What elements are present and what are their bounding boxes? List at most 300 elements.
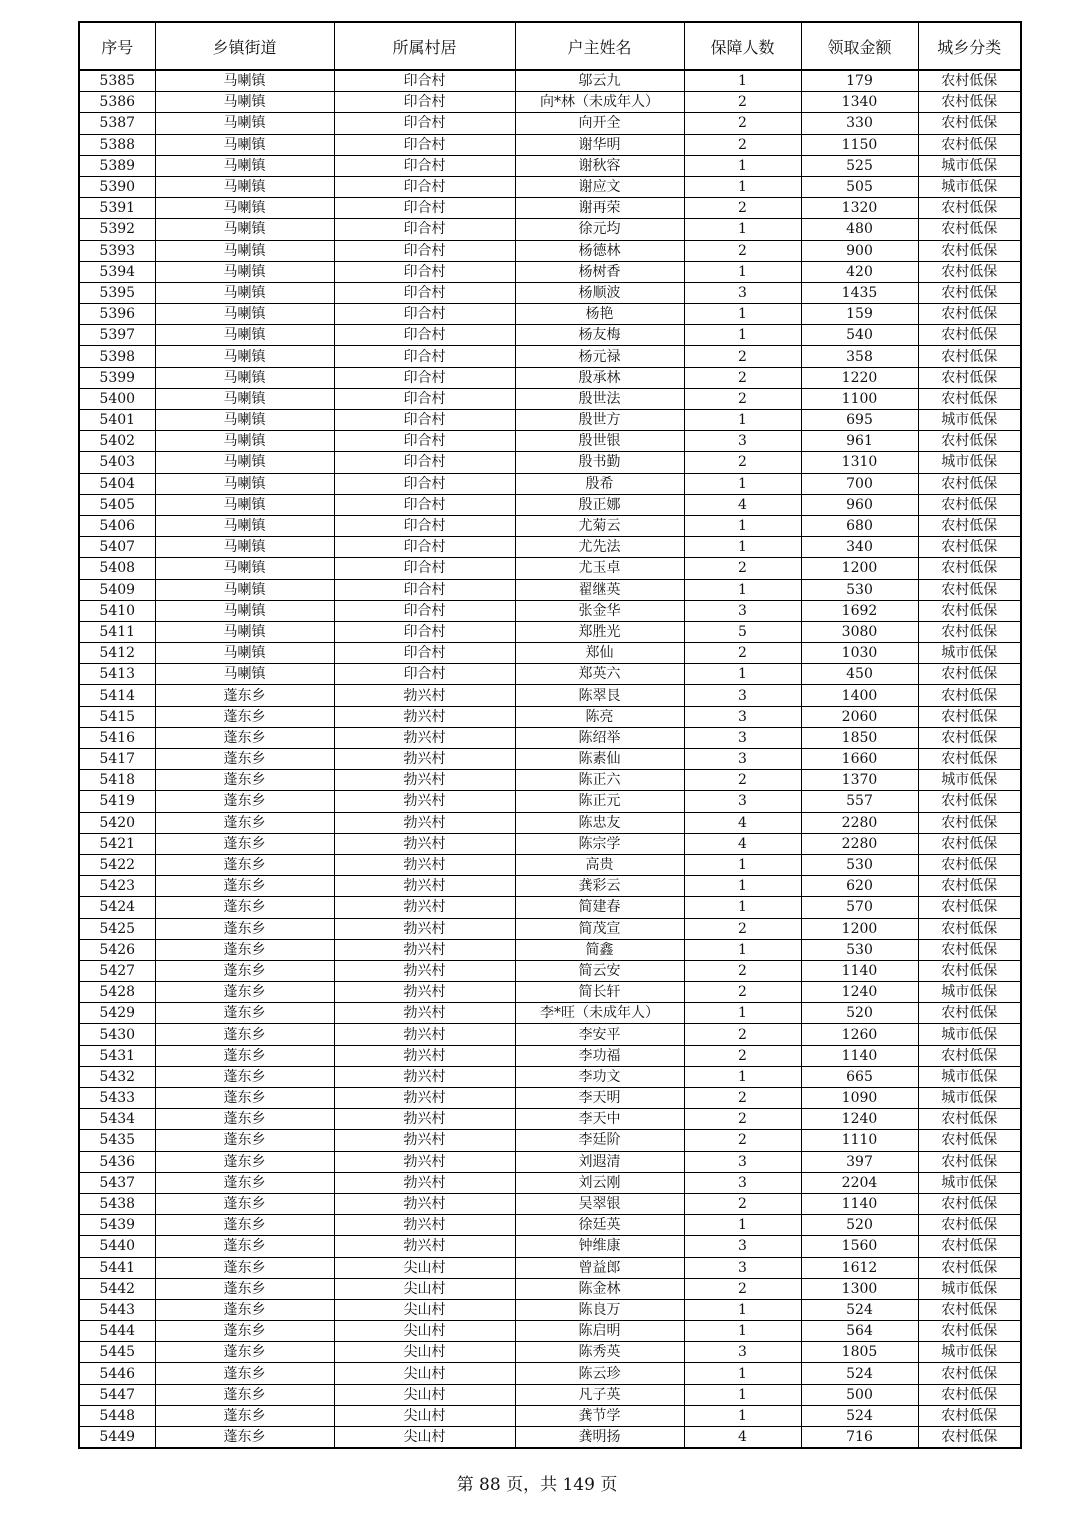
cell-householder: 凡子英: [515, 1384, 684, 1405]
cell-householder: 李廷阶: [515, 1130, 684, 1151]
cell-township: 马喇镇: [155, 113, 334, 134]
cell-index: 5446: [79, 1363, 155, 1384]
cell-township: 马喇镇: [155, 155, 334, 176]
cell-village: 勃兴村: [334, 854, 515, 875]
cell-township: 蓬东乡: [155, 706, 334, 727]
table-row: [79, 1045, 1021, 1066]
table-row: [79, 1342, 1021, 1363]
cell-index: 5447: [79, 1384, 155, 1405]
cell-township: 蓬东乡: [155, 1405, 334, 1426]
table-row: [79, 1130, 1021, 1151]
cell-index: 5390: [79, 176, 155, 197]
header-village: 所属村居: [334, 22, 515, 70]
cell-category: 城市低保: [918, 643, 1021, 664]
cell-township: 马喇镇: [155, 176, 334, 197]
cell-township: 马喇镇: [155, 494, 334, 515]
table-row: [79, 282, 1021, 303]
cell-category: 农村低保: [918, 388, 1021, 409]
cell-township: 蓬东乡: [155, 1088, 334, 1109]
cell-village: 勃兴村: [334, 897, 515, 918]
cell-householder: 徐元均: [515, 219, 684, 240]
cell-householder: 尤玉卓: [515, 558, 684, 579]
table-row: [79, 833, 1021, 854]
cell-covered-persons: 3: [684, 282, 801, 303]
cell-township: 马喇镇: [155, 473, 334, 494]
cell-amount: 1150: [801, 134, 918, 155]
cell-category: 城市低保: [918, 770, 1021, 791]
cell-index: 5418: [79, 770, 155, 791]
cell-householder: 龚节学: [515, 1405, 684, 1426]
cell-covered-persons: 1: [684, 1299, 801, 1320]
cell-index: 5448: [79, 1405, 155, 1426]
cell-covered-persons: 3: [684, 1172, 801, 1193]
cell-householder: 李功福: [515, 1045, 684, 1066]
cell-village: 勃兴村: [334, 812, 515, 833]
cell-index: 5408: [79, 558, 155, 579]
cell-category: 农村低保: [918, 346, 1021, 367]
cell-householder: 张金华: [515, 600, 684, 621]
cell-village: 勃兴村: [334, 918, 515, 939]
cell-township: 蓬东乡: [155, 939, 334, 960]
cell-category: 农村低保: [918, 219, 1021, 240]
cell-covered-persons: 1: [684, 664, 801, 685]
cell-covered-persons: 1: [684, 1066, 801, 1087]
cell-township: 马喇镇: [155, 198, 334, 219]
cell-amount: 1030: [801, 643, 918, 664]
cell-township: 马喇镇: [155, 515, 334, 536]
cell-village: 印合村: [334, 388, 515, 409]
table-row: [79, 643, 1021, 664]
table-row: [79, 346, 1021, 367]
table-row: [79, 1172, 1021, 1193]
cell-covered-persons: 2: [684, 918, 801, 939]
cell-householder: 陈忠友: [515, 812, 684, 833]
cell-village: 尖山村: [334, 1278, 515, 1299]
cell-covered-persons: 2: [684, 960, 801, 981]
cell-township: 蓬东乡: [155, 876, 334, 897]
table-row: [79, 600, 1021, 621]
cell-township: 蓬东乡: [155, 918, 334, 939]
cell-category: 城市低保: [918, 982, 1021, 1003]
table-row: [79, 1257, 1021, 1278]
cell-covered-persons: 3: [684, 706, 801, 727]
cell-village: 勃兴村: [334, 770, 515, 791]
cell-covered-persons: 2: [684, 1109, 801, 1130]
cell-index: 5435: [79, 1130, 155, 1151]
cell-village: 尖山村: [334, 1384, 515, 1405]
table-row: [79, 1278, 1021, 1299]
cell-index: 5403: [79, 452, 155, 473]
cell-householder: 陈金林: [515, 1278, 684, 1299]
cell-category: 农村低保: [918, 282, 1021, 303]
cell-township: 蓬东乡: [155, 982, 334, 1003]
cell-index: 5415: [79, 706, 155, 727]
cell-householder: 谢再荣: [515, 198, 684, 219]
cell-village: 印合村: [334, 600, 515, 621]
cell-index: 5400: [79, 388, 155, 409]
cell-householder: 邬云九: [515, 70, 684, 92]
table-row: [79, 494, 1021, 515]
table-row: [79, 1215, 1021, 1236]
table-row: [79, 727, 1021, 748]
cell-amount: 159: [801, 304, 918, 325]
cell-index: 5439: [79, 1215, 155, 1236]
cell-amount: 1435: [801, 282, 918, 303]
cell-covered-persons: 3: [684, 791, 801, 812]
cell-village: 印合村: [334, 643, 515, 664]
cell-householder: 殷希: [515, 473, 684, 494]
cell-category: 农村低保: [918, 600, 1021, 621]
cell-index: 5428: [79, 982, 155, 1003]
header-householder: 户主姓名: [515, 22, 684, 70]
table-row: [79, 897, 1021, 918]
cell-householder: 杨树香: [515, 261, 684, 282]
table-row: [79, 1151, 1021, 1172]
subsidy-table: [78, 21, 1022, 1449]
cell-amount: 520: [801, 1003, 918, 1024]
cell-householder: 杨元禄: [515, 346, 684, 367]
cell-category: 农村低保: [918, 685, 1021, 706]
cell-householder: 陈绍举: [515, 727, 684, 748]
cell-township: 蓬东乡: [155, 749, 334, 770]
cell-index: 5430: [79, 1024, 155, 1045]
cell-index: 5437: [79, 1172, 155, 1193]
cell-township: 蓬东乡: [155, 854, 334, 875]
cell-village: 印合村: [334, 664, 515, 685]
cell-covered-persons: 2: [684, 388, 801, 409]
cell-township: 马喇镇: [155, 304, 334, 325]
cell-village: 尖山村: [334, 1427, 515, 1449]
cell-village: 勃兴村: [334, 749, 515, 770]
cell-covered-persons: 1: [684, 515, 801, 536]
cell-covered-persons: 1: [684, 1003, 801, 1024]
cell-village: 勃兴村: [334, 1109, 515, 1130]
cell-index: 5391: [79, 198, 155, 219]
table-row: [79, 982, 1021, 1003]
cell-amount: 1805: [801, 1342, 918, 1363]
cell-category: 农村低保: [918, 431, 1021, 452]
cell-township: 马喇镇: [155, 452, 334, 473]
cell-village: 勃兴村: [334, 1088, 515, 1109]
cell-village: 勃兴村: [334, 939, 515, 960]
cell-covered-persons: 2: [684, 346, 801, 367]
cell-householder: 郑胜光: [515, 621, 684, 642]
cell-amount: 3080: [801, 621, 918, 642]
cell-index: 5423: [79, 876, 155, 897]
cell-index: 5424: [79, 897, 155, 918]
cell-category: 农村低保: [918, 134, 1021, 155]
cell-amount: 524: [801, 1299, 918, 1320]
cell-covered-persons: 2: [684, 1278, 801, 1299]
cell-category: 城市低保: [918, 155, 1021, 176]
cell-index: 5404: [79, 473, 155, 494]
cell-category: 农村低保: [918, 897, 1021, 918]
header-row: [79, 22, 1021, 70]
cell-householder: 尤先法: [515, 537, 684, 558]
cell-covered-persons: 4: [684, 833, 801, 854]
table-row: [79, 1384, 1021, 1405]
cell-amount: 1612: [801, 1257, 918, 1278]
cell-category: 城市低保: [918, 452, 1021, 473]
cell-township: 马喇镇: [155, 282, 334, 303]
cell-index: 5431: [79, 1045, 155, 1066]
cell-covered-persons: 1: [684, 1384, 801, 1405]
cell-amount: 1300: [801, 1278, 918, 1299]
cell-village: 印合村: [334, 134, 515, 155]
cell-category: 农村低保: [918, 1363, 1021, 1384]
cell-covered-persons: 3: [684, 685, 801, 706]
cell-village: 印合村: [334, 431, 515, 452]
cell-amount: 450: [801, 664, 918, 685]
cell-village: 印合村: [334, 537, 515, 558]
cell-amount: 961: [801, 431, 918, 452]
cell-index: 5425: [79, 918, 155, 939]
cell-township: 蓬东乡: [155, 1109, 334, 1130]
table-row: [79, 685, 1021, 706]
cell-covered-persons: 3: [684, 600, 801, 621]
cell-category: 农村低保: [918, 1236, 1021, 1257]
table-row: [79, 812, 1021, 833]
header-category: 城乡分类: [918, 22, 1021, 70]
cell-index: 5445: [79, 1342, 155, 1363]
cell-index: 5392: [79, 219, 155, 240]
cell-index: 5399: [79, 367, 155, 388]
cell-index: 5414: [79, 685, 155, 706]
cell-township: 蓬东乡: [155, 897, 334, 918]
cell-householder: 殷正娜: [515, 494, 684, 515]
cell-category: 城市低保: [918, 1172, 1021, 1193]
cell-village: 印合村: [334, 558, 515, 579]
cell-covered-persons: 2: [684, 1130, 801, 1151]
table-row: [79, 918, 1021, 939]
table-row: [79, 749, 1021, 770]
table-row: [79, 176, 1021, 197]
table-row: [79, 876, 1021, 897]
cell-category: 农村低保: [918, 92, 1021, 113]
cell-category: 农村低保: [918, 70, 1021, 92]
cell-amount: 1240: [801, 1109, 918, 1130]
cell-householder: 郑英六: [515, 664, 684, 685]
cell-householder: 郑仙: [515, 643, 684, 664]
cell-township: 蓬东乡: [155, 1299, 334, 1320]
cell-index: 5429: [79, 1003, 155, 1024]
cell-covered-persons: 1: [684, 155, 801, 176]
cell-index: 5444: [79, 1321, 155, 1342]
cell-township: 马喇镇: [155, 388, 334, 409]
table-row: [79, 325, 1021, 346]
cell-amount: 2204: [801, 1172, 918, 1193]
cell-village: 勃兴村: [334, 1045, 515, 1066]
cell-householder: 殷书勤: [515, 452, 684, 473]
cell-householder: 翟继英: [515, 579, 684, 600]
cell-township: 蓬东乡: [155, 791, 334, 812]
cell-village: 勃兴村: [334, 727, 515, 748]
cell-township: 蓬东乡: [155, 1151, 334, 1172]
cell-amount: 330: [801, 113, 918, 134]
cell-covered-persons: 1: [684, 473, 801, 494]
cell-covered-persons: 4: [684, 1427, 801, 1449]
table-row: [79, 1321, 1021, 1342]
cell-index: 5443: [79, 1299, 155, 1320]
cell-index: 5405: [79, 494, 155, 515]
cell-category: 农村低保: [918, 706, 1021, 727]
cell-amount: 2060: [801, 706, 918, 727]
cell-amount: 1260: [801, 1024, 918, 1045]
cell-amount: 1370: [801, 770, 918, 791]
cell-covered-persons: 2: [684, 770, 801, 791]
cell-amount: 520: [801, 1215, 918, 1236]
table-row: [79, 854, 1021, 875]
cell-index: 5385: [79, 70, 155, 92]
cell-category: 农村低保: [918, 621, 1021, 642]
cell-amount: 1100: [801, 388, 918, 409]
cell-category: 城市低保: [918, 176, 1021, 197]
table-row: [79, 219, 1021, 240]
cell-index: 5416: [79, 727, 155, 748]
cell-village: 印合村: [334, 176, 515, 197]
cell-covered-persons: 2: [684, 1045, 801, 1066]
cell-householder: 陈秀英: [515, 1342, 684, 1363]
cell-householder: 向*林（未成年人）: [515, 92, 684, 113]
table-row: [79, 92, 1021, 113]
cell-householder: 陈翠艮: [515, 685, 684, 706]
cell-category: 农村低保: [918, 1193, 1021, 1214]
cell-amount: 2280: [801, 812, 918, 833]
cell-amount: 564: [801, 1321, 918, 1342]
cell-township: 蓬东乡: [155, 1321, 334, 1342]
cell-covered-persons: 1: [684, 325, 801, 346]
cell-township: 蓬东乡: [155, 685, 334, 706]
table-row: [79, 1236, 1021, 1257]
cell-householder: 刘云刚: [515, 1172, 684, 1193]
cell-township: 马喇镇: [155, 579, 334, 600]
cell-amount: 1200: [801, 918, 918, 939]
cell-village: 勃兴村: [334, 876, 515, 897]
table-row: [79, 621, 1021, 642]
cell-amount: 340: [801, 537, 918, 558]
table-row: [79, 1405, 1021, 1426]
cell-covered-persons: 4: [684, 812, 801, 833]
cell-village: 尖山村: [334, 1363, 515, 1384]
table-row: [79, 452, 1021, 473]
cell-township: 蓬东乡: [155, 1003, 334, 1024]
cell-householder: 向开全: [515, 113, 684, 134]
cell-index: 5396: [79, 304, 155, 325]
cell-covered-persons: 3: [684, 431, 801, 452]
table-row: [79, 1088, 1021, 1109]
cell-township: 蓬东乡: [155, 812, 334, 833]
table-row: [79, 261, 1021, 282]
cell-householder: 殷世方: [515, 410, 684, 431]
cell-township: 蓬东乡: [155, 960, 334, 981]
cell-category: 农村低保: [918, 1045, 1021, 1066]
cell-village: 印合村: [334, 494, 515, 515]
cell-township: 蓬东乡: [155, 1257, 334, 1278]
cell-index: 5438: [79, 1193, 155, 1214]
cell-index: 5441: [79, 1257, 155, 1278]
cell-category: 农村低保: [918, 1109, 1021, 1130]
cell-village: 印合村: [334, 410, 515, 431]
cell-covered-persons: 2: [684, 982, 801, 1003]
roster-sheet: [78, 21, 1020, 1449]
cell-township: 马喇镇: [155, 219, 334, 240]
table-row: [79, 113, 1021, 134]
cell-householder: 龚明扬: [515, 1427, 684, 1449]
table-row: [79, 431, 1021, 452]
cell-category: 农村低保: [918, 791, 1021, 812]
cell-category: 城市低保: [918, 1278, 1021, 1299]
cell-village: 勃兴村: [334, 1236, 515, 1257]
cell-covered-persons: 3: [684, 727, 801, 748]
cell-amount: 540: [801, 325, 918, 346]
cell-amount: 1400: [801, 685, 918, 706]
cell-index: 5449: [79, 1427, 155, 1449]
cell-householder: 高贵: [515, 854, 684, 875]
cell-township: 马喇镇: [155, 600, 334, 621]
cell-amount: 358: [801, 346, 918, 367]
cell-householder: 殷世银: [515, 431, 684, 452]
cell-index: 5436: [79, 1151, 155, 1172]
cell-village: 勃兴村: [334, 982, 515, 1003]
cell-amount: 1110: [801, 1130, 918, 1151]
cell-township: 马喇镇: [155, 431, 334, 452]
cell-village: 印合村: [334, 346, 515, 367]
table-row: [79, 939, 1021, 960]
table-row: [79, 240, 1021, 261]
cell-amount: 1310: [801, 452, 918, 473]
cell-category: 城市低保: [918, 1024, 1021, 1045]
cell-amount: 1320: [801, 198, 918, 219]
cell-householder: 徐廷英: [515, 1215, 684, 1236]
cell-householder: 陈良万: [515, 1299, 684, 1320]
table-row: [79, 134, 1021, 155]
cell-township: 蓬东乡: [155, 1215, 334, 1236]
cell-index: 5398: [79, 346, 155, 367]
table-row: [79, 70, 1021, 92]
cell-householder: 杨友梅: [515, 325, 684, 346]
cell-householder: 陈亮: [515, 706, 684, 727]
table-row: [79, 367, 1021, 388]
cell-covered-persons: 1: [684, 70, 801, 92]
cell-township: 马喇镇: [155, 410, 334, 431]
cell-covered-persons: 1: [684, 854, 801, 875]
cell-category: 农村低保: [918, 240, 1021, 261]
cell-index: 5419: [79, 791, 155, 812]
cell-covered-persons: 1: [684, 939, 801, 960]
cell-amount: 1660: [801, 749, 918, 770]
cell-covered-persons: 1: [684, 304, 801, 325]
cell-category: 农村低保: [918, 1405, 1021, 1426]
cell-covered-persons: 3: [684, 1257, 801, 1278]
cell-index: 5434: [79, 1109, 155, 1130]
cell-covered-persons: 2: [684, 367, 801, 388]
cell-township: 马喇镇: [155, 621, 334, 642]
cell-covered-persons: 1: [684, 1215, 801, 1236]
table-row: [79, 155, 1021, 176]
cell-householder: 李安平: [515, 1024, 684, 1045]
cell-householder: 殷世法: [515, 388, 684, 409]
cell-township: 蓬东乡: [155, 1236, 334, 1257]
cell-category: 农村低保: [918, 812, 1021, 833]
cell-township: 马喇镇: [155, 70, 334, 92]
cell-township: 蓬东乡: [155, 1066, 334, 1087]
cell-covered-persons: 2: [684, 643, 801, 664]
cell-category: 农村低保: [918, 1257, 1021, 1278]
cell-amount: 620: [801, 876, 918, 897]
cell-index: 5401: [79, 410, 155, 431]
cell-householder: 陈宗学: [515, 833, 684, 854]
cell-category: 城市低保: [918, 1066, 1021, 1087]
